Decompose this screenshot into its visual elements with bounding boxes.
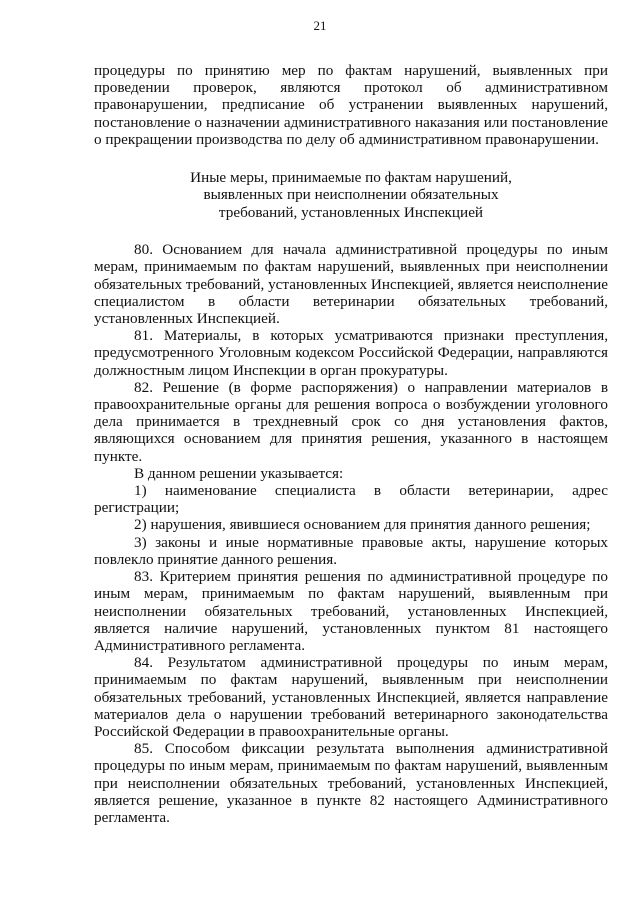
- paragraph-84: 84. Результатом административной процедуры по иным мерам, принимаемым по фактам нарушений, выявленным при неисполнении обязательных требований, установленных Инспекцией, является направление материалов дела о нарушении требований ветеринарного законодательства Российской Федерации в правоохранительные органы.: [94, 654, 608, 740]
- paragraph-82-item-3: 3) законы и иные нормативные правовые акты, нарушение которых повлекло принятие данного решения.: [94, 533, 608, 568]
- intro-paragraph: процедуры по принятию мер по фактам нарушений, выявленных при проведении проверок, являются протокол об административном правонарушении, предписание об устранении выявленных нарушений, постановление о назначении административного наказания или постановление о прекращении производства по делу об административном правонарушении.: [94, 62, 608, 148]
- page-number: 21: [313, 18, 327, 33]
- section-heading-line-1: Иные меры, принимаемые по фактам нарушений,: [190, 169, 512, 187]
- document-body: [94, 62, 608, 826]
- section-heading-line-3: требований, установленных Инспекцией: [218, 203, 484, 221]
- paragraph-83: 83. Критерием принятия решения по административной процедуре по иным мерам, принимаемым по фактам нарушений, выявленным при неисполнении обязательных требований, установленных Инспекцией, является наличие нарушений, установленных пунктом 81 настоящего Административного регламента.: [94, 568, 608, 654]
- paragraph-85: 85. Способом фиксации результата выполнения административной процедуры по иным мерам, принимаемым по фактам нарушений, выявленным при неисполнении обязательных требований, установленных Инспекцией, является решение, указанное в пункте 82 настоящего Административного регламента.: [94, 740, 608, 826]
- section-heading: [94, 169, 608, 221]
- paragraph-81: 81. Материалы, в которых усматриваются признаки преступления, предусмотренного Уголовным кодексом Российской Федерации, направляются должностным лицом Инспекции в орган прокуратуры.: [94, 327, 608, 379]
- paragraph-82: 82. Решение (в форме распоряжения) о направлении материалов в правоохранительные органы для решения вопроса о возбуждении уголовного дела принимается в трехдневный срок со дня установления фактов, являющихся основанием для принятия решения, указанного в настоящем пункте.: [94, 378, 608, 465]
- paragraph-82-item-2: 2) нарушения, явившиеся основанием для принятия данного решения;: [134, 516, 591, 534]
- paragraph-80: 80. Основанием для начала административной процедуры по иным мерам, принимаемым по фактам нарушений, выявленных при неисполнении обязательных требований, установленных Инспекцией, является неисполнение специалистом в области ветеринарии обязательных требований, установленных Инспекцией.: [94, 241, 608, 328]
- paragraph-82-intro: В данном решении указывается:: [134, 464, 344, 482]
- paragraph-82-item-1: 1) наименование специалиста в области ветеринарии, адрес регистрации;: [94, 482, 608, 517]
- section-heading-line-2: выявленных при неисполнении обязательных: [203, 186, 499, 204]
